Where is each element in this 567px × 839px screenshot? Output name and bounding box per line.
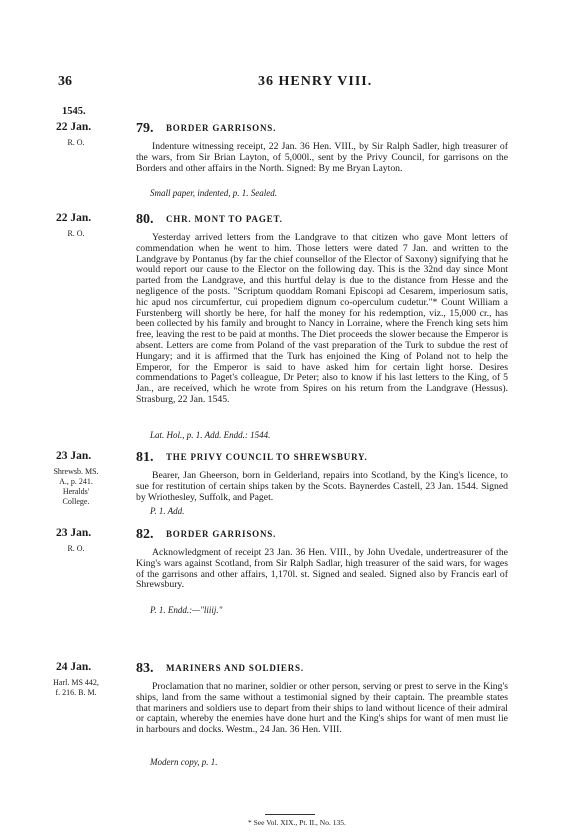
footnote: * See Vol. XIX., Pt. II., No. 135.: [248, 818, 346, 827]
entry-title: BORDER GARRISONS.: [166, 529, 277, 539]
entry-source: R. O.: [67, 544, 85, 553]
entry-description: P. 1. Endd.:—"liiij.": [150, 605, 223, 615]
entry-body: Bearer, Jan Gheerson, born in Gelderland, repairs into Scotland, by the King's licence, to sue for restitution of certain ships taken by the Scots. Baynerdes Castell, 23 Jan. 1544. Signed by Wriothesley, Suffolk, and Paget.: [136, 470, 508, 503]
entry-description: Small paper, indented, p. 1. Sealed.: [150, 188, 277, 198]
entry-date: 24 Jan.: [56, 661, 92, 673]
entry-number: 79.: [136, 121, 154, 136]
entry-body: Yesterday arrived letters from the Landgrave to that citizen who gave Mont letters of commendation when he went to him. Those letters were dated 7 Jan. and written to the Landgrave by Pontanus (by far the chief counsellor of the Elector of Saxony) signifying that he would report our cause to the Elector on the following day. This is the 32nd day since Mont parted from the Landgrave, and this hurtful delay is due to the distance from Hesse and the negligence of the posts. "Scriptum quoddam Romani Episcopi ad Cesarem, imperiosum satis, hic apud nos circumfertur, cui propediem dignum co-operculum cudetur."* Count William a Furstenberg will shortly be here, for half the money for his redemption, viz., 15,000 cr., has been collected by his family and brought to Nancy in Lorraine, where the French king sets him free, leaving the rest to be paid at months. The Diet proceeds the slower because the Emperor is absent. Letters are come from Poland of the vast preparation of the Turk to subdue the rest of Hungary; and it is affirmed that the Turk has enjoined the King of Poland not to help the Emperor, for the Emperor is said to have asked him for certain light horse. Desires commendations to Paget's colleague, Dr Peter; also to know if his last letters to the King, of 5 Jan., are received, which he wrote from Spires on his return from the Landgrave (Hessus). Strasburg, 22 Jan. 1545.: [136, 232, 508, 405]
running-head: 36 HENRY VIII.: [258, 74, 373, 89]
entry-source: R. O.: [67, 229, 85, 238]
entry-source: Harl. MS 442, f. 216. B. M.: [53, 678, 99, 697]
entry-number: 80.: [136, 212, 154, 227]
entry-body: Acknowledgment of receipt 23 Jan. 36 Hen. VIII., by John Uvedale, undertreasurer of the King's wars against Scotland, from Sir Ralph Sadlar, high treasurer of the said wars, for wages of the garrisons and other affairs, 1,170l. st. Signed and sealed. Signed also by Francis earl of Shrewsbury.: [136, 547, 508, 591]
entry-title: CHR. MONT TO PAGET.: [166, 214, 283, 224]
entry-number: 81.: [136, 450, 154, 465]
entry-date: 23 Jan.: [56, 527, 92, 539]
entry-date: 23 Jan.: [56, 450, 92, 462]
entry-date: 22 Jan.: [56, 212, 92, 224]
entry-number: 82.: [136, 527, 154, 542]
entry-title: MARINERS AND SOLDIERS.: [166, 663, 304, 673]
entry-description: P. 1. Add.: [150, 506, 185, 516]
entry-body: Indenture witnessing receipt, 22 Jan. 36 Hen. VIII., by Sir Ralph Sadler, high treasurer of the wars, from Sir Brian Layton, of 5,000l., sent by the Privy Council, for garrisons on the Borders and other affairs in the North. Signed: By me Bryan Layton.: [136, 141, 508, 174]
year-label: 1545.: [62, 106, 86, 117]
entry-title: BORDER GARRISONS.: [166, 123, 277, 133]
page-number: 36: [58, 74, 72, 89]
entry-date: 22 Jan.: [56, 121, 92, 133]
entry-description: Modern copy, p. 1.: [150, 757, 218, 767]
entry-title: THE PRIVY COUNCIL TO SHREWSBURY.: [166, 452, 368, 462]
entry-source: R. O.: [67, 138, 85, 147]
entry-body: Proclamation that no mariner, soldier or other person, serving or prest to serve in the King's ships, land from the same without a testimonial signed by their captain. The preamble states that mariners and soldiers use to depart from their ships to land without licence of their admiral or captain, whereby the enemies have done hurt and the King's ships for want of men must lie in harbours and docks. Westm., 24 Jan. 36 Hen. VIII.: [136, 681, 508, 736]
footnote-rule: [265, 814, 315, 815]
entry-number: 83.: [136, 661, 154, 676]
entry-description: Lat. Hol., p. 1. Add. Endd.: 1544.: [150, 430, 271, 440]
entry-source: Shrewsb. MS. A., p. 241. Heralds' College.: [53, 467, 99, 506]
